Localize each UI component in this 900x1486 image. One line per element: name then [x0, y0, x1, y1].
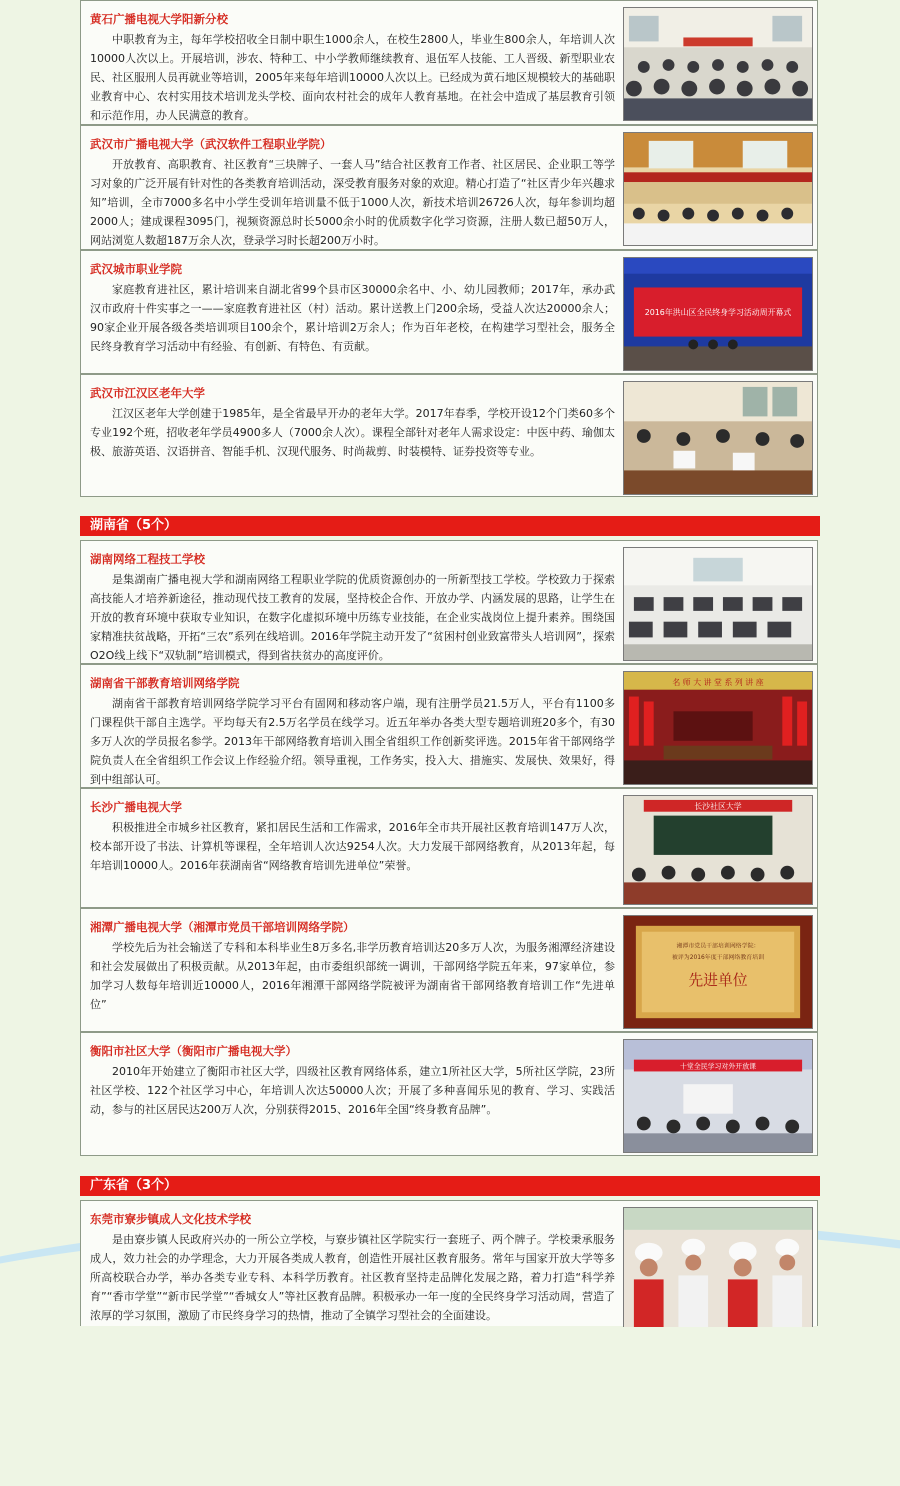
entry-card [80, 664, 818, 788]
institution-name: 湖南网络工程技工学校 [90, 552, 205, 566]
institution-description: 是由寮步镇人民政府兴办的一所公立学校，与寮步镇社区学院实行一套班子、两个牌子。学校秉承服务成人，效力社会的办学理念，大力开展各类成人教育，创造性开展社区教育服务。常年与国家开放大学等多所高校联合办学，举办各类专业专科、本科学历教育。社区教育坚持走品牌化发展之路，着力打造“科学养育”“香市学堂”“新市民学堂”“香城女人”等社区教育品牌。积极承办一年一度的全民终身学习活动周，营造了浓厚的学习氛围，激励了市民终身学习的热情，推动了全镇学习型社会的全面建设。 [90, 1233, 615, 1322]
institution-name: 衡阳市社区大学（衡阳市广播电视大学） [90, 1044, 297, 1058]
entry-card [80, 250, 818, 374]
institution-description: 积极推进全市城乡社区教育，紧扣居民生活和工作需求，2016年全市共开展社区教育培训147万人次，校本部开设了书法、计算机等课程，全年培训人次达9254人次。大力发展干部网络教育，从2013年起，每年培训10000人。2016年获湖南省“网络教育培训先进单位”荣誉。 [90, 821, 615, 872]
institution-description: 中职教育为主，每年学校招收全日制中职生1000余人，在校生2800人，毕业生800余人，年培训人次10000人次以上。开展培训，涉农、特种工、中小学教师继续教育、退伍军人技能、工人晋级、新型职业农民、社区服刑人员再就业等培训，2005年来每年培训10000人次以上。已经成为黄石地区规模较大的基础职业教育中心、农村实用技术培训龙头学校、面向农村社会的成年人教育基地。在社会中造成了基层教育引领和示范作用，办人民满意的教育。 [90, 33, 615, 122]
entry-card [80, 788, 818, 908]
institution-description: 2010年开始建立了衡阳市社区大学，四级社区教育网络体系，建立1所社区大学，5所社区学院，23所社区学校、122个社区学习中心，年培训人次达50000人次；开展了多种喜闻乐见的教育、学习、实践活动，参与的社区居民达200万人次，分别获得2015、2016年全国“终身教育品牌”。 [90, 1065, 615, 1116]
entry-card [80, 374, 818, 497]
photo-banner-text: 十堂全民学习对外开放课 [679, 1062, 757, 1071]
entry-card [80, 1200, 818, 1326]
institution-name: 武汉城市职业学院 [90, 262, 182, 276]
plaque-text-line: 被评为2016年度干部网络教育培训 [671, 955, 765, 962]
photo-banner-text: 长沙社区大学 [694, 801, 742, 811]
entry-photo [623, 547, 813, 661]
institution-description: 学校先后为社会输送了专科和本科毕业生8万多名,非学历教育培训达20多万人次，为服务湘潭经济建设和社会发展做出了积极贡献。从2013年起，由市委组织部统一调训，干部网络学院五年来，97家单位，参加学习人数每年培训近10000人，2016年湘潭干部网络学院被评为湖南省干部网络教育培训工作“先进单位” [90, 941, 615, 1011]
plaque-text-line: 湘潭市党员干部培训网络学院： [676, 943, 760, 950]
entry-photo [623, 381, 813, 495]
institution-description: 是集湖南广播电视大学和湖南网络工程职业学院的优质资源创办的一所新型技工学校。学校致力于探索高技能人才培养新途径，推动现代技工教育的发展，坚持校企合作、开放办学、内涵发展的思路，让学生在开放的教育环境中获取专业知识，在数字化虚拟环境中历练专业技能，在企业实战岗位上提升素养。围绕国家精准扶贫战略，开拓“三农”系列在线培训。2016年学院主动开发了“贫困村创业致富带头人培训网”，探索O2O线上线下“双轨制”培训模式，得到省扶贫办的高度评价。 [90, 573, 615, 662]
entry-photo [623, 7, 813, 121]
entry-photo [623, 132, 813, 246]
institution-description: 湖南省干部教育培训网络学院学习平台有固网和移动客户端，现有注册学员21.5万人，平台有1100多门课程供干部自主选学。平均每天有2.5万名学员在线学习。近五年举办各类大型专题培训班20多个，有30多万人次的学员报名参学。2013年干部网络教育培训入围全省组织工作创新奖评选。2015年省干部网络学院负责人在全省组织工作会议上作经验介绍。领导重视，工作务实，投入大、措施实、发展快、效果好，得到中组部认可。 [90, 697, 615, 786]
institution-name: 武汉市广播电视大学（武汉软件工程职业学院） [90, 137, 332, 151]
entry-card [80, 908, 818, 1032]
entry-card [80, 540, 818, 664]
photo-banner-text: 名 师 大 讲 堂 系 列 讲 座 [672, 677, 764, 687]
section-header-hunan: 湖南省（5个） [80, 516, 820, 536]
institution-description: 家庭教育进社区，累计培训来自湖北省99个县市区30000余名中、小、幼儿园教师；2017年，承办武汉市政府十件实事之一——家庭教育进社区（村）活动。累计送教上门200余场，受益人次达20000余人；90家企业开展各级各类培训项目100余个，累计培训2万余人；作为百年老校，在构建学习型社会，服务全民终身教育学习活动中有经验、有创新、有特色、有贡献。 [90, 283, 615, 353]
entry-card [80, 125, 818, 250]
section-header-guangdong: 广东省（3个） [80, 1176, 820, 1196]
institution-name: 东莞市寮步镇成人文化技术学校 [90, 1212, 251, 1226]
entry-photo [623, 1039, 813, 1153]
entry-photo [623, 1207, 813, 1327]
entry-photo [623, 671, 813, 785]
institution-description: 江汉区老年大学创建于1985年，是全省最早开办的老年大学。2017年春季，学校开设12个门类60多个专业192个班，招收老年学员4900多人（7000余人次）。课程全部针对老年人需求设定：中医中药、瑜伽太极、旅游英语、汉语拼音、智能手机、汉现代服务、时尚裁剪、时装模特、证券投资等专业。 [90, 407, 615, 458]
entry-card [80, 0, 818, 125]
entry-photo [623, 257, 813, 371]
entry-photo [623, 795, 813, 905]
entry-photo [623, 915, 813, 1029]
plaque-title: 先进单位 [688, 971, 748, 989]
institution-name: 黄石广播电视大学阳新分校 [90, 12, 228, 26]
photo-banner-text: 2016年洪山区全民终身学习活动周开幕式 [644, 308, 792, 317]
institution-description: 开放教育、高职教育、社区教育“三块牌子、一套人马”结合社区教育工作者、社区居民、企业职工等学习对象的广泛开展有针对性的各类教育培训活动，深受教育服务对象的欢迎。精心打造了“社区青少年兴趣求知”培训，全市7000多名中小学生受训年培训量不低于1000人次，新技术培训26726人次，每年参训均超2000人；建成课程3095门，视频资源总时长5000余小时的优质数字化学习资源，注册人数已超50万人，网站浏览人数超187万余人次，登录学习时长超200万小时。 [90, 158, 615, 247]
institution-name: 长沙广播电视大学 [90, 800, 182, 814]
institution-name: 湖南省干部教育培训网络学院 [90, 676, 240, 690]
institution-name: 武汉市江汉区老年大学 [90, 386, 205, 400]
entry-card [80, 1032, 818, 1156]
institution-name: 湘潭广播电视大学（湘潭市党员干部培训网络学院） [90, 920, 355, 934]
